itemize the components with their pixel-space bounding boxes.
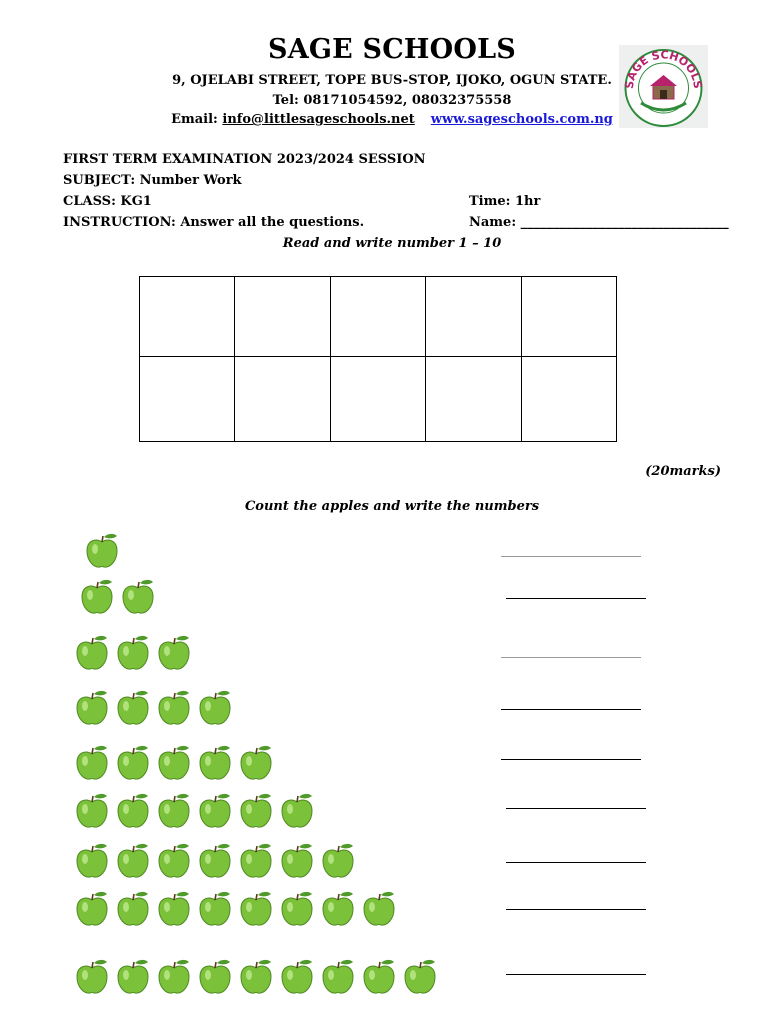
apple-icon <box>114 634 152 672</box>
exam-time: Time: 1hr <box>469 194 541 209</box>
apple-icon <box>83 532 121 570</box>
apple-icon <box>196 890 234 928</box>
apple-icon <box>114 890 152 928</box>
apple-icon <box>114 958 152 996</box>
apple-icon <box>155 744 193 782</box>
section2-title: Count the apples and write the numbers <box>244 499 540 514</box>
apple-icon <box>73 890 111 928</box>
student-name-field[interactable]: Name: ________________________________ <box>469 215 729 230</box>
apple-icon <box>73 792 111 830</box>
apple-icon <box>278 958 316 996</box>
school-name: SAGE SCHOOLS <box>268 34 516 65</box>
grid-cell[interactable] <box>330 277 425 357</box>
apple-icon <box>278 890 316 928</box>
apple-icon <box>196 792 234 830</box>
apple-icon <box>155 792 193 830</box>
grid-cell[interactable] <box>140 277 235 357</box>
apple-icon <box>237 890 275 928</box>
apple-icon <box>114 792 152 830</box>
apple-icon <box>319 958 357 996</box>
answer-line[interactable] <box>506 862 646 863</box>
grid-cell[interactable] <box>521 277 616 357</box>
exam-instruction: INSTRUCTION: Answer all the questions. <box>63 215 365 230</box>
apple-icon <box>73 958 111 996</box>
answer-line[interactable] <box>501 657 641 658</box>
exam-term: FIRST TERM EXAMINATION 2023/2024 SESSION <box>63 152 426 167</box>
apple-icon <box>78 578 116 616</box>
apple-icon <box>155 689 193 727</box>
exam-subject: SUBJECT: Number Work <box>63 173 242 188</box>
grid-cell[interactable] <box>140 357 235 442</box>
answer-line[interactable] <box>506 808 646 809</box>
grid-cell[interactable] <box>235 357 330 442</box>
apple-icon <box>319 842 357 880</box>
section1-marks: (20marks) <box>645 464 721 479</box>
apple-icon <box>155 890 193 928</box>
apple-icon <box>155 842 193 880</box>
apple-icon <box>319 890 357 928</box>
school-logo <box>619 45 708 128</box>
apple-icon <box>114 689 152 727</box>
apple-icon <box>114 842 152 880</box>
answer-line[interactable] <box>506 598 646 599</box>
apple-icon <box>196 689 234 727</box>
apple-icon <box>360 890 398 928</box>
apple-icon <box>401 958 439 996</box>
exam-class: CLASS: KG1 <box>63 194 152 209</box>
logo-seal-icon <box>619 45 708 128</box>
apple-icon <box>73 634 111 672</box>
apple-icon <box>278 842 316 880</box>
logo-arc-text: SAGE SCHOOLS <box>622 48 705 90</box>
grid-cell[interactable] <box>426 357 521 442</box>
answer-line[interactable] <box>506 909 646 910</box>
apple-icon <box>278 792 316 830</box>
school-address: 9, OJELABI STREET, TOPE BUS-STOP, IJOKO, OGUN STATE. <box>172 73 612 88</box>
answer-line[interactable] <box>501 759 641 760</box>
apple-icon <box>73 744 111 782</box>
apple-icon <box>237 842 275 880</box>
apple-icon <box>196 842 234 880</box>
answer-line[interactable] <box>501 556 641 557</box>
grid-cell[interactable] <box>235 277 330 357</box>
apple-icon <box>73 689 111 727</box>
answer-line[interactable] <box>506 974 646 975</box>
grid-cell[interactable] <box>521 357 616 442</box>
apple-icon <box>73 842 111 880</box>
grid-cell[interactable] <box>426 277 521 357</box>
apple-icon <box>360 958 398 996</box>
apple-icon <box>119 578 157 616</box>
apple-icon <box>237 744 275 782</box>
section1-title: Read and write number 1 – 10 <box>282 236 502 251</box>
answer-line[interactable] <box>501 709 641 710</box>
number-writing-grid <box>139 276 617 442</box>
apple-icon <box>237 958 275 996</box>
apple-icon <box>114 744 152 782</box>
apple-icon <box>155 958 193 996</box>
apple-icon <box>196 744 234 782</box>
email-label: Email: <box>171 112 223 127</box>
apple-icon <box>155 634 193 672</box>
apple-icon <box>196 958 234 996</box>
email-link[interactable]: info@littlesageschools.net <box>222 112 415 127</box>
website-link[interactable]: www.sageschools.com.ng <box>430 112 613 127</box>
school-telephone: Tel: 08171054592, 08032375558 <box>272 93 512 108</box>
grid-cell[interactable] <box>330 357 425 442</box>
apple-icon <box>237 792 275 830</box>
